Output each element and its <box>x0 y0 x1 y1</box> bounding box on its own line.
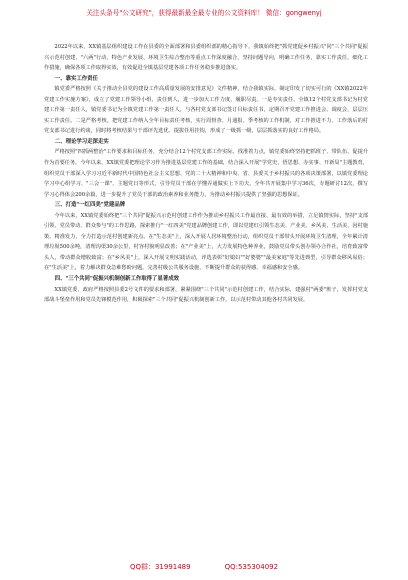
intro-paragraph: 2022年以来，XX镇基层组织建设工作在县委的全面部署和县委组织部的精心指导下，我镇始终把"抓党建促乡村振兴"同"三个共同"促振兴示范村创建、"六两"行动、特色产业发展、环境卫生综合整治等重点工作深度融合，坚持问题导向，明确工作任务，靠实工作责任，细化工作措施，确保各项工作取得实效，有效促进全镇基层党建各项工作任务稳步推进落实。 <box>44 44 368 72</box>
section-4-paragraph: XX镇党委、政府严格按照县委2号文件的要求和部署，紧紧围绕"三个共同"示范村创建工作，结合实际，建强村"两委"班子，发挥村党支部战斗堡垒作用和党员先锋模范作用，积极探索"三个共同"促振兴机制创新工作，以示范村带动其他各村共同发展。 <box>44 286 368 304</box>
qq-group: QQ群：31991489 <box>129 563 191 571</box>
section-heading-1: 一、靠实工作责任 <box>54 75 98 82</box>
footer-contact <box>0 562 408 572</box>
section-1-paragraph: 镇党委严格按照《关于推动全县党的建设工作高质量发展的安排意见》文件精神，结合我镇实际，制定印发了切实可行的《XX镇2022年党建工作实施方案》，成立了党建工作领导小组，责任到人，进一步加大工作力度，履职尽责。一是夯实责任。全镇12个村党支部书记为村党建工作第一责任人，镇党委书记为全镇党建工作第一责任人，与各村党支部书记签订目标责任书，定期召开党建工作推进会、调度会，层层压实工作责任。二是严格考核。把党建工作纳入全年目标责任考核，实行周督查、月通报、季考核的工作机制，对工作推进不力、工作落后的村党支部书记进行约谈，同时将考核结果与干部评先选优、提拔任用挂钩，形成了一级抓一级、层层抓落实的良好工作格局。 <box>44 86 368 135</box>
section-3-paragraph: 今年以来，XX镇党委始终把"三个共同"促振兴示范村创建工作作为推动乡村振兴工作最直接、最有效的举措，立足镇情实际，坚持"支部引领、党员带动、群众参与"的工作思路，探索推行"一红四美"党建品牌创建工作，即以党建红引领生态美、产业美、乡风美、生活美，因村施策、精准发力，全力打造示范村创建新亮点。在"生态美"上，深入开展人居环境整治行动，组织党员干部带头开展环境卫生清理，全年累计清理垃圾500余吨，清理沟渠30余公里，村容村貌明显改善；在"产业美"上，大力发展特色种养业，鼓励党员带头创办领办合作社，培育致富带头人，带动群众增收致富；在"乡风美"上，深入开展文明实践活动，评选表彰"好媳妇""好婆婆""最美家庭"等先进典型，引导群众移风易俗；在"生活美"上，着力解决群众急难愁盼问题，完善村级公共服务设施，不断提升群众的获得感、幸福感和安全感。 <box>44 212 368 272</box>
section-heading-3: 三、打造"一红四美"党建品牌 <box>54 202 126 209</box>
section-2-paragraph: 严格按照"四抓两整治"工作要求和目标任务，充分结合12个村党支部工作实际，找准着力点，镇党委始终坚持把抓班子、带队伍、促提升作为首要任务。今年以来，XX镇党委把理论学习作为推进基层党建工作的基础，结合深入开展"学党史、悟思想、办实事、开新局"主题教育，组织党员干部深入学习习近平新时代中国特色社会主义思想、党的二十大精神和中央、省、县委关于乡村振兴的各项决策部署，以镇党委理论学习中心组学习、"三会一课"、主题党日等形式，引导党员干部在学懂弄通做实上下功夫，全年共开展集中学习36次，专题研讨12次，撰写学习心得体会200余篇，进一步提升了党员干部的政治素养和业务能力，为推动乡村振兴提供了坚强的思想保证。 <box>44 149 368 198</box>
section-heading-4: 四、"三个共同"促振兴机制创新工作取得了显著成效 <box>54 276 180 283</box>
qq-number: QQ:535304092 <box>224 563 279 571</box>
section-heading-2: 二、理论学习走深走实 <box>54 138 109 145</box>
document-body <box>44 42 368 556</box>
header-banner: 关注头条号"公文研究"，获得最新最全最专业的公文资料库！ 微信：gongwenyj <box>86 9 322 17</box>
